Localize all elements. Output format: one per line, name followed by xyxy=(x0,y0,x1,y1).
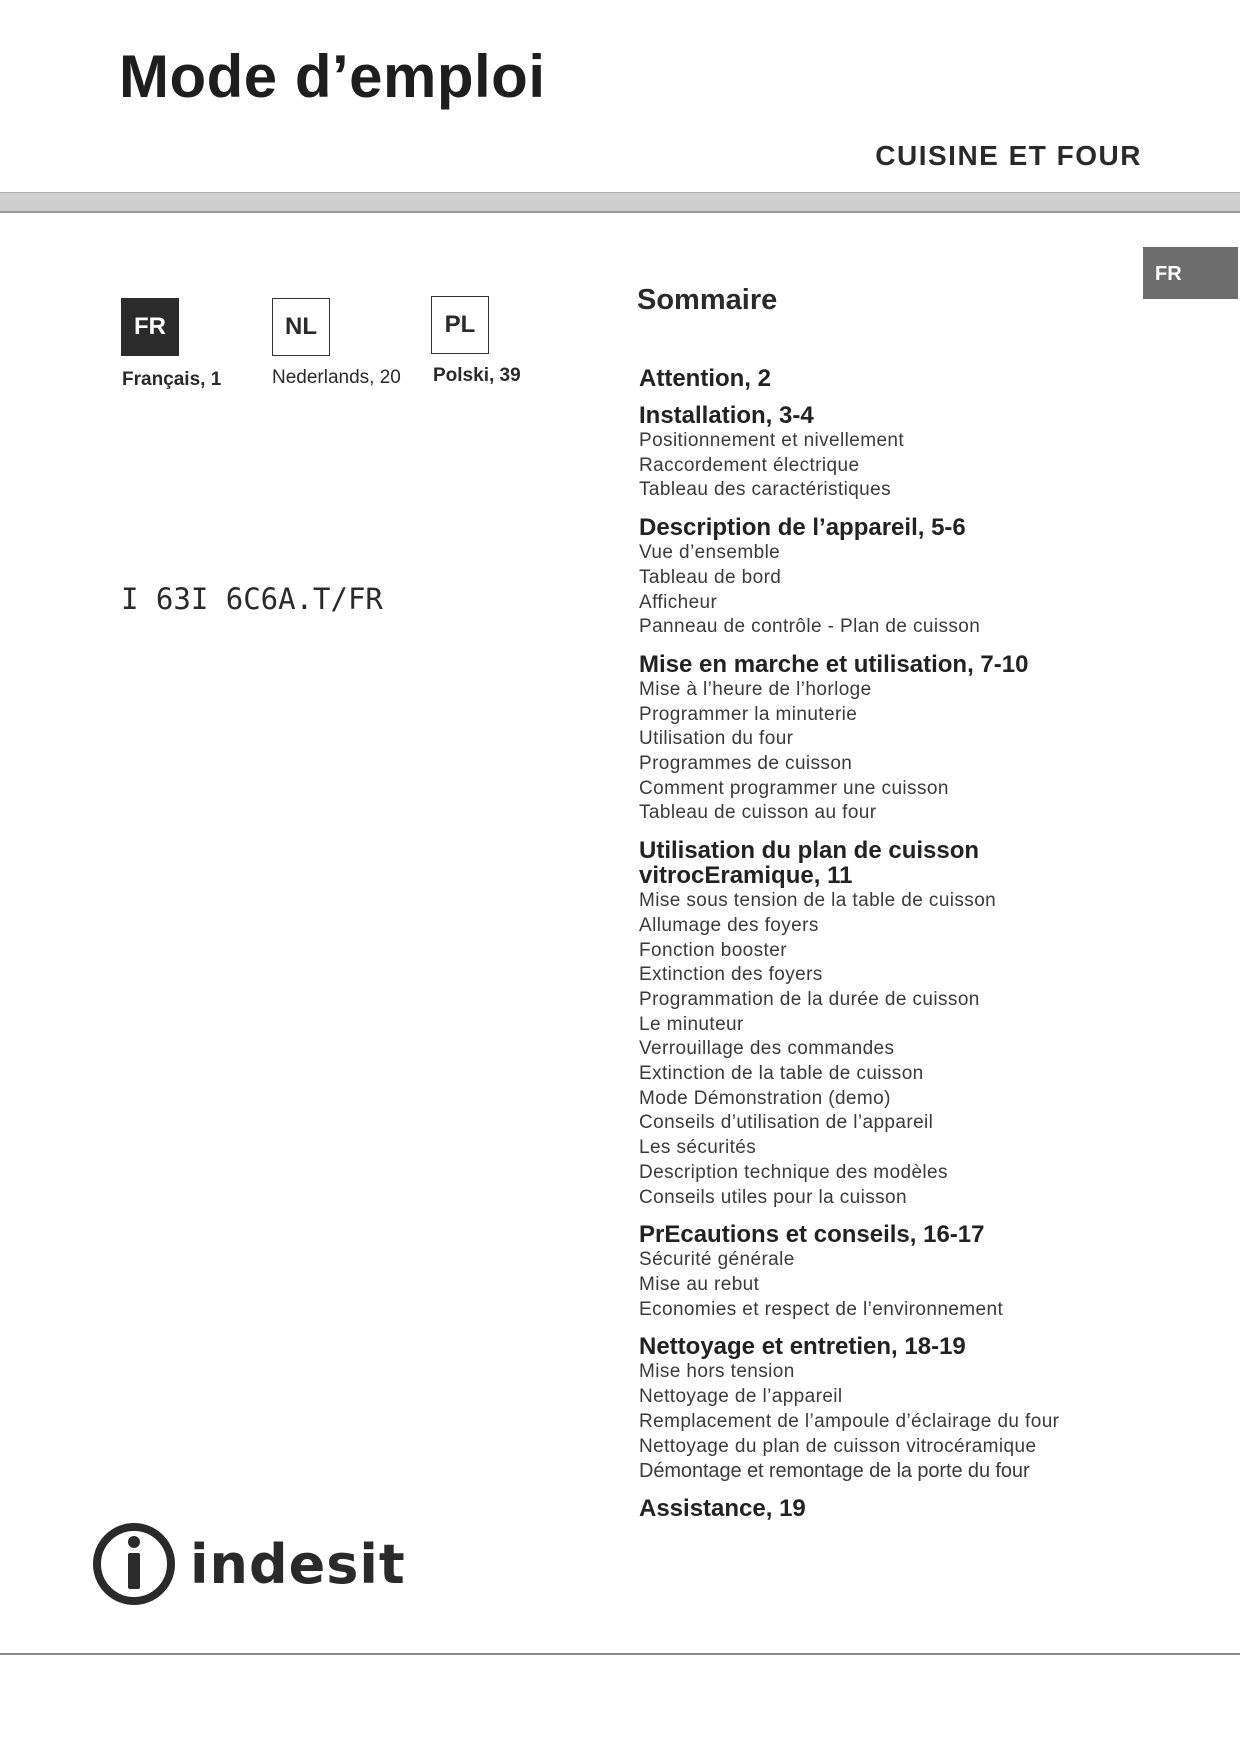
toc-section-assistance xyxy=(639,1496,1199,1521)
toc-item[interactable]: Programmes de cuisson xyxy=(639,753,853,775)
toc-heading[interactable]: Mise en marche et utilisation, 7-10 xyxy=(639,650,1029,678)
toc-heading[interactable]: Utilisation du plan de cuisson vitrocEramique, 11 xyxy=(639,837,980,890)
toc-item[interactable]: Comment programmer une cuisson xyxy=(639,777,949,799)
language-label-nl[interactable]: Nederlands, 20 xyxy=(272,367,401,388)
toc-item[interactable]: Allumage des foyers xyxy=(639,914,819,936)
toc-item[interactable]: Les sécurités xyxy=(639,1137,757,1159)
toc-item[interactable]: Description technique des modèles xyxy=(639,1161,948,1183)
toc-item[interactable]: Tableau de cuisson au four xyxy=(639,802,877,824)
header-divider xyxy=(0,192,1240,213)
toc-heading[interactable]: Description de l’appareil, 5-6 xyxy=(639,514,966,542)
toc-item[interactable]: Conseils d’utilisation de l’appareil xyxy=(639,1112,934,1134)
brand-logo xyxy=(92,1522,406,1606)
language-label-fr[interactable]: Français, 1 xyxy=(122,369,222,390)
toc-item[interactable]: Mode Démonstration (demo) xyxy=(639,1087,891,1109)
toc-item[interactable]: Utilisation du four xyxy=(639,728,794,750)
toc-heading[interactable]: Nettoyage et entretien, 18-19 xyxy=(639,1333,966,1361)
toc-heading[interactable]: PrEcautions et conseils, 16-17 xyxy=(639,1221,985,1249)
brand-wordmark: indesit xyxy=(190,1532,406,1596)
indesit-logo-icon xyxy=(92,1522,176,1606)
model-number: I 63I 6C6A.T/FR xyxy=(121,582,383,616)
toc-item[interactable]: Mise à l’heure de l’horloge xyxy=(639,678,872,700)
toc-item[interactable]: Programmation de la durée de cuisson xyxy=(639,988,980,1010)
toc-item[interactable]: Le minuteur xyxy=(639,1013,744,1035)
footer-divider xyxy=(0,1653,1240,1655)
toc-section-nettoyage xyxy=(639,1334,1199,1484)
toc-item[interactable]: Extinction des foyers xyxy=(639,964,823,986)
toc-item[interactable]: Mise au rebut xyxy=(639,1273,760,1295)
toc-item[interactable]: Conseils utiles pour la cuisson xyxy=(639,1186,907,1208)
toc-item[interactable]: Mise sous tension de la table de cuisson xyxy=(639,890,997,912)
toc-title: Sommaire xyxy=(637,284,778,316)
toc-item[interactable]: Afficheur xyxy=(639,591,718,613)
toc-heading[interactable]: Attention, 2 xyxy=(639,365,771,392)
toc-heading[interactable]: Assistance, 19 xyxy=(639,1494,806,1522)
toc-item[interactable]: Extinction de la table de cuisson xyxy=(639,1063,924,1085)
toc-section-plan-de-cuisson xyxy=(639,838,1199,1210)
toc-section-installation xyxy=(639,403,1199,503)
language-box-fr[interactable]: FR xyxy=(121,298,179,356)
toc-item[interactable]: Fonction booster xyxy=(639,939,787,961)
toc-item[interactable]: Tableau des caractéristiques xyxy=(639,479,892,501)
toc-heading[interactable]: Installation, 3-4 xyxy=(639,402,814,429)
language-label-pl[interactable]: Polski, 39 xyxy=(433,365,521,386)
page-title: Mode d’emploi xyxy=(119,43,546,110)
toc-section-attention xyxy=(639,366,1199,391)
toc-item[interactable]: Démontage et remontage de la porte du four xyxy=(639,1460,1030,1483)
toc-item[interactable]: Sécurité générale xyxy=(639,1249,795,1271)
toc-item[interactable]: Nettoyage de l’appareil xyxy=(639,1386,843,1408)
toc-item[interactable]: Economies et respect de l’environnement xyxy=(639,1298,1004,1320)
toc-item[interactable]: Verrouillage des commandes xyxy=(639,1038,895,1060)
toc-section-precautions xyxy=(639,1222,1199,1322)
toc-item[interactable]: Panneau de contrôle - Plan de cuisson xyxy=(639,616,981,638)
language-side-tab: FR xyxy=(1143,247,1238,299)
toc-item[interactable]: Nettoyage du plan de cuisson vitrocéramique xyxy=(639,1435,1037,1457)
page-subtitle: CUISINE ET FOUR xyxy=(875,140,1142,171)
toc-item[interactable]: Programmer la minuterie xyxy=(639,703,858,725)
table-of-contents xyxy=(639,366,1199,1533)
toc-section-description xyxy=(639,515,1199,640)
toc-item[interactable]: Mise hors tension xyxy=(639,1361,795,1383)
toc-item[interactable]: Positionnement et nivellement xyxy=(639,430,905,451)
toc-item[interactable]: Vue d’ensemble xyxy=(639,542,781,564)
toc-item[interactable]: Raccordement électrique xyxy=(639,454,860,476)
language-box-nl[interactable]: NL xyxy=(272,298,330,356)
language-box-pl[interactable]: PL xyxy=(431,296,489,354)
toc-item[interactable]: Remplacement de l’ampoule d’éclairage du four xyxy=(639,1410,1060,1432)
toc-section-mise-en-marche xyxy=(639,652,1199,826)
toc-item[interactable]: Tableau de bord xyxy=(639,566,782,588)
